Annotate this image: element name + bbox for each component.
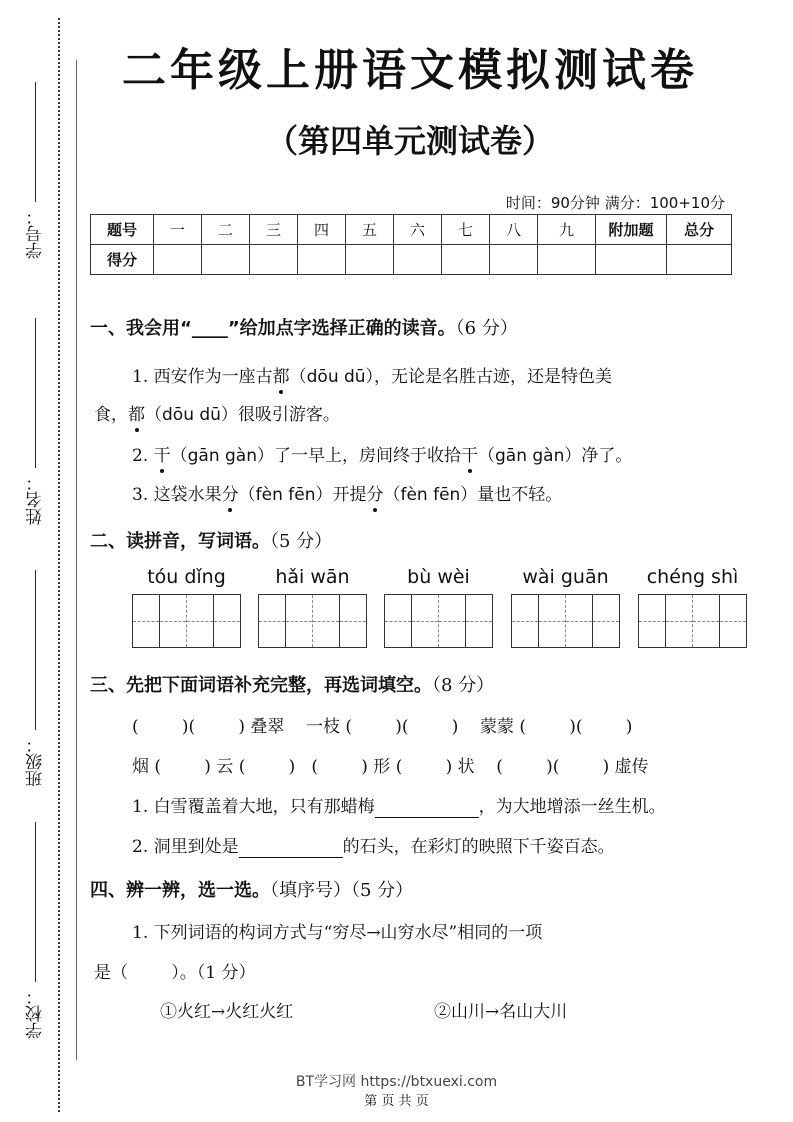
- text: 食，: [94, 405, 128, 425]
- score-header-cell: 五: [346, 215, 394, 245]
- pinyin-item: [258, 566, 367, 648]
- score-cell[interactable]: [250, 245, 298, 275]
- score-header-cell: 三: [250, 215, 298, 245]
- score-cell[interactable]: [538, 245, 596, 275]
- s1-question-1-line-1: [132, 362, 612, 387]
- footer-page: 第 页 共 页: [364, 1094, 429, 1109]
- score-cell[interactable]: [667, 245, 732, 275]
- class-label: 班级：: [25, 736, 46, 787]
- s3-idiom-row-2: 烟 ( ) 云 ( ) ( ) 形 ( ) 状 ( )( ) 虚传: [132, 757, 649, 777]
- score-cell[interactable]: [442, 245, 490, 275]
- pinyin-label: bù wèi: [407, 566, 470, 588]
- section-4-points: （填序号）（5 分）: [270, 880, 414, 901]
- score-header-cell: 九: [538, 215, 596, 245]
- section-1-points: （6 分）: [455, 318, 518, 339]
- text: （dōu dū），无论是名胜古迹，还是特色美: [289, 367, 613, 387]
- score-header-cell: 总分: [667, 215, 732, 245]
- score-header-cell: 一: [154, 215, 202, 245]
- pinyin-item: [384, 566, 493, 648]
- class-field[interactable]: [20, 570, 50, 787]
- name-field[interactable]: [20, 318, 50, 525]
- score-header-cell: 二: [202, 215, 250, 245]
- text: 3. 这袋水果: [132, 485, 222, 505]
- s1-question-1-line-2: [94, 400, 340, 425]
- score-cell[interactable]: [596, 245, 667, 275]
- s1-question-2: [132, 441, 632, 466]
- s4-question-1-line-2: 是（ ）。（1 分）: [94, 963, 256, 983]
- student-id-label: 学号：: [25, 208, 46, 259]
- pinyin-label: tóu dǐng: [147, 566, 226, 588]
- s4-option-1[interactable]: ①火红→火红火红: [160, 1002, 294, 1022]
- section-4-title: 四、辨一辨，选一选。: [90, 880, 270, 901]
- section-3-points: （8 分）: [432, 675, 495, 696]
- writing-grid[interactable]: [638, 594, 747, 648]
- score-cell[interactable]: [202, 245, 250, 275]
- text: （dōu dū）很吸引游客。: [145, 405, 340, 425]
- dotted-char: 分: [366, 480, 383, 505]
- text: 1. 西安作为一座古: [132, 367, 273, 387]
- pinyin-item: [638, 566, 747, 648]
- score-row-label: 得分: [91, 245, 154, 275]
- pinyin-label: chéng shì: [646, 566, 739, 588]
- section-1-heading: [90, 314, 518, 340]
- answer-blank[interactable]: [239, 837, 343, 858]
- text: 1. 白雪覆盖着大地，只有那蜡梅: [132, 797, 375, 817]
- text: （gān gàn）了一早上，房间终于收拾: [170, 446, 461, 466]
- writing-grid[interactable]: [384, 594, 493, 648]
- s4-option-2[interactable]: ②山川→名山大川: [434, 1002, 568, 1022]
- score-header-cell: 四: [298, 215, 346, 245]
- section-3-title: 三、先把下面词语补充完整，再选词填空。: [90, 675, 432, 696]
- score-cell[interactable]: [154, 245, 202, 275]
- dotted-char: 都: [128, 400, 145, 425]
- score-cell[interactable]: [394, 245, 442, 275]
- score-header-cell: 附加题: [596, 215, 667, 245]
- s1-question-3: [132, 480, 562, 505]
- binding-dotted-line: [58, 18, 60, 1112]
- section-3-heading: [90, 671, 494, 697]
- section-1-title: 一、我会用“____”给加点字选择正确的读音。: [90, 318, 456, 339]
- text: 2. 洞里到处是: [132, 837, 239, 857]
- section-4-heading: [90, 876, 413, 902]
- text: ，为大地增添一丝生机。: [478, 797, 666, 817]
- pinyin-item: [132, 566, 241, 648]
- pinyin-label: hǎi wān: [275, 566, 350, 588]
- answer-blank[interactable]: [375, 797, 479, 818]
- dotted-char: 干: [154, 441, 171, 466]
- s3-question-1: [132, 792, 666, 818]
- section-2-heading: [90, 527, 332, 553]
- school-label: 学校：: [25, 988, 46, 1039]
- page-subtitle: （第四单元测试卷）: [265, 122, 554, 160]
- time-info: 时间：90分钟 满分：100+10分: [505, 194, 725, 212]
- s3-idiom-row-1: ( )( ) 叠翠 一枝 ( )( ) 蒙蒙 ( )( ): [132, 717, 633, 737]
- score-header-cell: 七: [442, 215, 490, 245]
- score-header-cell: 题号: [91, 215, 154, 245]
- text: （fèn fēn）量也不轻。: [383, 485, 563, 505]
- score-cell[interactable]: [298, 245, 346, 275]
- text: 2.: [132, 446, 154, 466]
- dotted-char: 都: [273, 362, 290, 387]
- s3-question-2: [132, 832, 615, 858]
- margin-rule: [76, 60, 77, 1060]
- dotted-char: 分: [222, 480, 239, 505]
- score-header-cell: 八: [490, 215, 538, 245]
- section-2-title: 二、读拼音，写词语。: [90, 531, 270, 552]
- pinyin-item: [511, 566, 620, 648]
- name-label: 姓名：: [25, 474, 46, 525]
- s4-question-1-line-1: 1. 下列词语的构词方式与“穷尽→山穷水尽”相同的一项: [132, 923, 543, 943]
- writing-grid[interactable]: [511, 594, 620, 648]
- section-2-points: （5 分）: [270, 531, 333, 552]
- writing-grid[interactable]: [258, 594, 367, 648]
- score-table-score-row: [91, 245, 732, 275]
- student-id-field[interactable]: [20, 82, 50, 259]
- score-cell[interactable]: [346, 245, 394, 275]
- text: 的石头，在彩灯的映照下千姿百态。: [342, 837, 615, 857]
- writing-grid[interactable]: [132, 594, 241, 648]
- text: （gān gàn）净了。: [478, 446, 633, 466]
- footer-site: BT学习网 https://btxuexi.com: [295, 1074, 498, 1090]
- text: （fèn fēn）开提: [238, 485, 367, 505]
- school-field[interactable]: [20, 822, 50, 1039]
- page-title: 二年级上册语文模拟测试卷: [122, 45, 698, 96]
- score-cell[interactable]: [490, 245, 538, 275]
- pinyin-label: wài guān: [522, 566, 609, 588]
- score-table-header-row: [91, 215, 732, 245]
- dotted-char: 干: [461, 441, 478, 466]
- score-header-cell: 六: [394, 215, 442, 245]
- score-table: [90, 214, 732, 275]
